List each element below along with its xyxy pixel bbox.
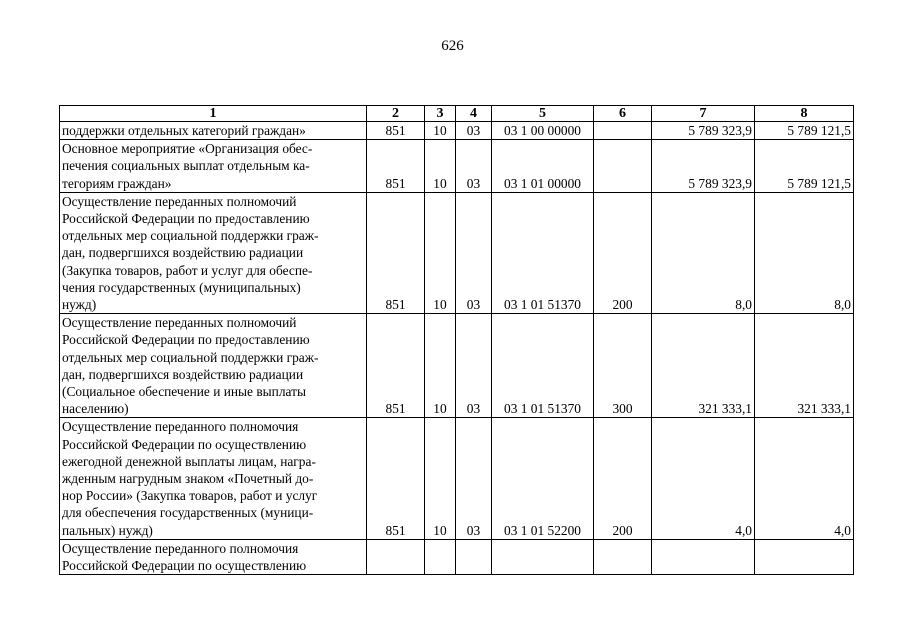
cell-name-line: (Закупка товаров, работ и услуг для обеспе- [62, 262, 313, 278]
table-row [60, 140, 854, 193]
cell-name [60, 418, 367, 539]
cell-chapter [367, 539, 425, 574]
cell-name-line: для обеспечения государственных (муници- [62, 505, 314, 521]
cell-amount-2: 5 789 121,5 [755, 122, 854, 140]
cell-subsection: 03 [456, 122, 492, 140]
header-col-1: 1 [60, 106, 367, 122]
cell-chapter: 851 [367, 418, 425, 539]
cell-subsection: 03 [456, 418, 492, 539]
cell-name-line: Российской Федерации по осуществлению [62, 558, 307, 574]
cell-amount-2 [755, 539, 854, 574]
cell-name-line: Российской Федерации по предоставлению [62, 211, 310, 227]
cell-amount-2: 321 333,1 [755, 314, 854, 418]
cell-name-line: населению) [62, 401, 129, 417]
cell-expense-type: 200 [594, 418, 652, 539]
cell-section [425, 539, 456, 574]
cell-chapter: 851 [367, 314, 425, 418]
budget-table [59, 105, 854, 575]
cell-name-line: Осуществление переданных полномочий [62, 315, 297, 331]
header-col-2: 2 [367, 106, 425, 122]
cell-expense-type: 300 [594, 314, 652, 418]
cell-name [60, 192, 367, 313]
header-col-7: 7 [652, 106, 755, 122]
header-col-5: 5 [492, 106, 594, 122]
cell-chapter: 851 [367, 140, 425, 193]
cell-name-line: дан, подвергшихся воздействию радиации [62, 366, 304, 382]
cell-section: 10 [425, 122, 456, 140]
cell-name [60, 140, 367, 193]
cell-amount-1 [652, 539, 755, 574]
table-row [60, 314, 854, 418]
cell-amount-1: 5 789 323,9 [652, 122, 755, 140]
header-col-6: 6 [594, 106, 652, 122]
cell-amount-1: 321 333,1 [652, 314, 755, 418]
cell-expense-type [594, 122, 652, 140]
header-col-3: 3 [425, 106, 456, 122]
cell-name [60, 314, 367, 418]
cell-amount-2: 8,0 [755, 192, 854, 313]
cell-name-line: нужд) [62, 297, 97, 313]
cell-section: 10 [425, 314, 456, 418]
cell-section: 10 [425, 192, 456, 313]
cell-name-line: нор России» (Закупка товаров, работ и услуг [62, 488, 318, 504]
cell-amount-2: 5 789 121,5 [755, 140, 854, 193]
cell-section: 10 [425, 418, 456, 539]
cell-name-line: Российской Федерации по осуществлению [62, 436, 307, 452]
cell-name-line: печения социальных выплат отдельным ка- [62, 158, 310, 174]
cell-name-line: (Социальное обеспечение и иные выплаты [62, 384, 306, 400]
cell-name-line: отдельных мер социальной поддержки граж- [62, 349, 319, 365]
cell-name-line: Осуществление переданного полномочия [62, 419, 299, 435]
cell-target-article: 03 1 01 51370 [492, 314, 594, 418]
page-number: 626 [441, 38, 464, 54]
cell-expense-type [594, 539, 652, 574]
table-row [60, 418, 854, 539]
table-row [60, 122, 854, 140]
cell-chapter: 851 [367, 122, 425, 140]
cell-name-line: Осуществление переданного полномочия [62, 540, 299, 556]
cell-name-line: Основное мероприятие «Организация обес- [62, 141, 313, 157]
cell-section: 10 [425, 140, 456, 193]
cell-target-article: 03 1 01 52200 [492, 418, 594, 539]
cell-expense-type [594, 140, 652, 193]
cell-name-line: дан, подвергшихся воздействию радиации [62, 245, 304, 261]
table-header-row [60, 106, 854, 122]
cell-amount-1: 4,0 [652, 418, 755, 539]
cell-name [60, 122, 367, 140]
cell-subsection: 03 [456, 314, 492, 418]
cell-name-line: тегориям граждан» [62, 175, 172, 191]
cell-name-line: Российской Федерации по предоставлению [62, 332, 310, 348]
cell-name [60, 539, 367, 574]
cell-subsection: 03 [456, 192, 492, 313]
cell-amount-1: 5 789 323,9 [652, 140, 755, 193]
table-body [60, 122, 854, 575]
cell-target-article: 03 1 00 00000 [492, 122, 594, 140]
cell-name-line: чения государственных (муниципальных) [62, 279, 301, 295]
cell-amount-2: 4,0 [755, 418, 854, 539]
table-row [60, 192, 854, 313]
cell-subsection: 03 [456, 140, 492, 193]
cell-subsection [456, 539, 492, 574]
cell-name-line: поддержки отдельных категорий граждан» [62, 123, 306, 138]
cell-name-line: жденным нагрудным знаком «Почетный до- [62, 471, 314, 487]
cell-name-line: ежегодной денежной выплаты лицам, награ- [62, 453, 316, 469]
cell-expense-type: 200 [594, 192, 652, 313]
cell-chapter: 851 [367, 192, 425, 313]
header-col-4: 4 [456, 106, 492, 122]
cell-target-article [492, 539, 594, 574]
cell-name-line: Осуществление переданных полномочий [62, 193, 297, 209]
cell-name-line: отдельных мер социальной поддержки граж- [62, 228, 319, 244]
cell-name-line: пальных) нужд) [62, 522, 153, 538]
header-col-8: 8 [755, 106, 854, 122]
cell-target-article: 03 1 01 51370 [492, 192, 594, 313]
cell-amount-1: 8,0 [652, 192, 755, 313]
table-row [60, 539, 854, 574]
cell-target-article: 03 1 01 00000 [492, 140, 594, 193]
